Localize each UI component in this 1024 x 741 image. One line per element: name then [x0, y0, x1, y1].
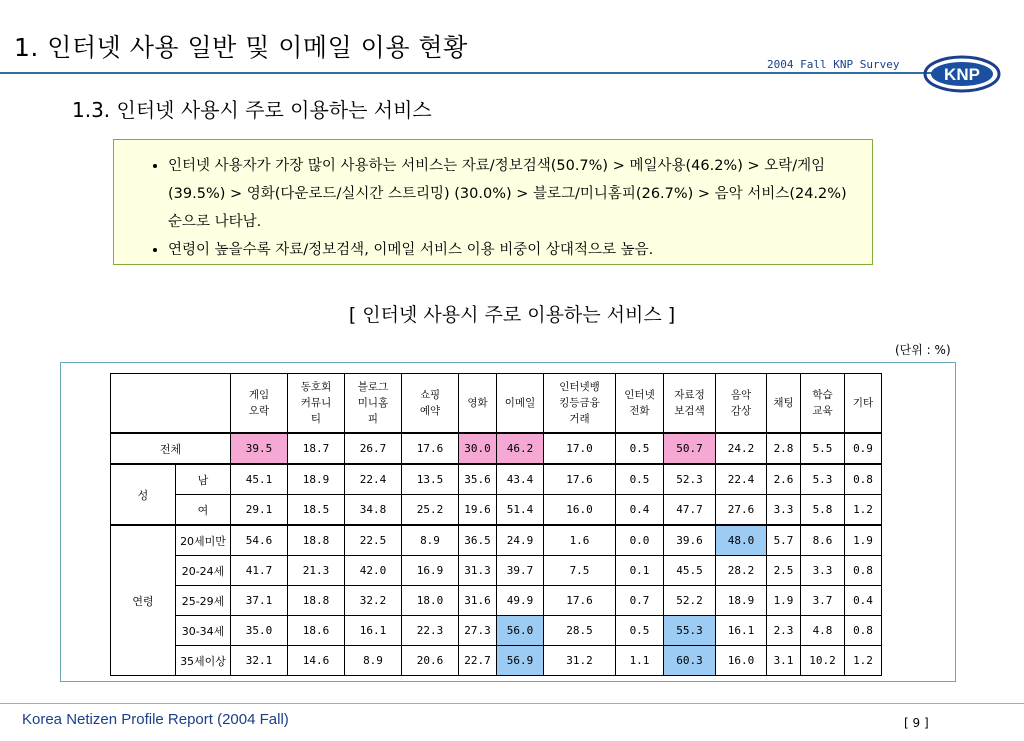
column-header: 자료정 보검색 — [664, 374, 716, 434]
table-cell: 3.3 — [801, 556, 845, 586]
row-label: 20-24세 — [176, 556, 231, 586]
table-cell: 18.9 — [288, 464, 345, 495]
table-cell: 5.3 — [801, 464, 845, 495]
table-cell: 2.5 — [767, 556, 801, 586]
table-cell: 22.3 — [402, 616, 459, 646]
row-label: 25-29세 — [176, 586, 231, 616]
table-cell: 28.2 — [716, 556, 767, 586]
footer-report-name: Korea Netizen Profile Report (2004 Fall) — [22, 711, 289, 728]
column-header: 채팅 — [767, 374, 801, 434]
table-cell: 28.5 — [544, 616, 616, 646]
table-cell: 45.1 — [231, 464, 288, 495]
table-cell: 31.6 — [459, 586, 497, 616]
table-cell: 19.6 — [459, 495, 497, 526]
table-cell: 36.5 — [459, 525, 497, 556]
table-cell: 56.9 — [497, 646, 544, 676]
table-cell: 16.0 — [544, 495, 616, 526]
table-cell: 10.2 — [801, 646, 845, 676]
table-title: [ 인터넷 사용시 주로 이용하는 서비스 ] — [348, 304, 676, 326]
column-header: 영화 — [459, 374, 497, 434]
table-row-gender — [111, 464, 882, 495]
table-cell: 16.1 — [345, 616, 402, 646]
table-cell: 14.6 — [288, 646, 345, 676]
table-cell: 32.2 — [345, 586, 402, 616]
table-cell: 22.4 — [716, 464, 767, 495]
row-label: 35세이상 — [176, 646, 231, 676]
column-header: 쇼핑 예약 — [402, 374, 459, 434]
table-cell: 16.9 — [402, 556, 459, 586]
table-cell: 34.8 — [345, 495, 402, 526]
table-cell: 56.0 — [497, 616, 544, 646]
table-cell: 43.4 — [497, 464, 544, 495]
table-cell: 2.8 — [767, 433, 801, 464]
table-cell: 1.2 — [845, 495, 882, 526]
table-cell: 35.6 — [459, 464, 497, 495]
table-cell: 39.5 — [231, 433, 288, 464]
table-cell: 49.9 — [497, 586, 544, 616]
row-label: 남 — [176, 464, 231, 495]
table-cell: 0.4 — [845, 586, 882, 616]
table-cell: 29.1 — [231, 495, 288, 526]
column-header: 블로그 미니홈 피 — [345, 374, 402, 434]
column-header: 음악 감상 — [716, 374, 767, 434]
table-cell: 27.3 — [459, 616, 497, 646]
table-cell: 16.0 — [716, 646, 767, 676]
table-cell: 21.3 — [288, 556, 345, 586]
header-corner-cell — [111, 374, 231, 434]
table-cell: 8.6 — [801, 525, 845, 556]
row-label-total: 전체 — [111, 433, 231, 464]
table-cell: 0.8 — [845, 464, 882, 495]
table-cell: 13.5 — [402, 464, 459, 495]
table-cell: 0.7 — [616, 586, 664, 616]
table-cell: 0.4 — [616, 495, 664, 526]
table-row-age — [111, 616, 882, 646]
column-header: 인터넷 전화 — [616, 374, 664, 434]
page-title: 1. 인터넷 사용 일반 및 이메일 이용 현황 — [14, 33, 468, 62]
table-cell: 17.6 — [402, 433, 459, 464]
table-cell: 0.5 — [616, 464, 664, 495]
table-cell: 42.0 — [345, 556, 402, 586]
table-cell: 22.5 — [345, 525, 402, 556]
table-cell: 7.5 — [544, 556, 616, 586]
unit-label: (단위 : %) — [895, 343, 951, 357]
group-label-gender: 성 — [111, 464, 176, 525]
section-title: 1.3. 인터넷 사용시 주로 이용하는 서비스 — [72, 98, 432, 122]
table-cell: 45.5 — [664, 556, 716, 586]
table-cell: 0.8 — [845, 556, 882, 586]
table-cell: 35.0 — [231, 616, 288, 646]
table-cell: 24.2 — [716, 433, 767, 464]
table-cell: 0.8 — [845, 616, 882, 646]
table-cell: 0.0 — [616, 525, 664, 556]
table-cell: 0.5 — [616, 616, 664, 646]
table-cell: 48.0 — [716, 525, 767, 556]
table-cell: 20.6 — [402, 646, 459, 676]
table-row-age — [111, 646, 882, 676]
table-cell: 18.0 — [402, 586, 459, 616]
table-cell: 27.6 — [716, 495, 767, 526]
table-cell: 3.7 — [801, 586, 845, 616]
row-label: 30-34세 — [176, 616, 231, 646]
services-table — [110, 373, 882, 676]
table-cell: 1.1 — [616, 646, 664, 676]
table-cell: 18.5 — [288, 495, 345, 526]
table-cell: 1.2 — [845, 646, 882, 676]
table-cell: 0.5 — [616, 433, 664, 464]
summary-box — [113, 139, 873, 265]
table-cell: 47.7 — [664, 495, 716, 526]
table-cell: 17.6 — [544, 586, 616, 616]
table-cell: 0.9 — [845, 433, 882, 464]
table-cell: 2.3 — [767, 616, 801, 646]
column-header: 게임 오락 — [231, 374, 288, 434]
table-cell: 52.2 — [664, 586, 716, 616]
table-cell: 50.7 — [664, 433, 716, 464]
table-row-total — [111, 433, 882, 464]
table-cell: 17.6 — [544, 464, 616, 495]
table-cell: 5.7 — [767, 525, 801, 556]
table-cell: 5.8 — [801, 495, 845, 526]
table-cell: 18.6 — [288, 616, 345, 646]
table-cell: 39.6 — [664, 525, 716, 556]
table-cell: 4.8 — [801, 616, 845, 646]
table-cell: 37.1 — [231, 586, 288, 616]
table-cell: 41.7 — [231, 556, 288, 586]
table-cell: 52.3 — [664, 464, 716, 495]
table-row-gender — [111, 495, 882, 526]
table-cell: 1.6 — [544, 525, 616, 556]
table-cell: 18.8 — [288, 586, 345, 616]
table-row-age — [111, 525, 882, 556]
table-cell: 22.7 — [459, 646, 497, 676]
table-cell: 8.9 — [402, 525, 459, 556]
table-cell: 24.9 — [497, 525, 544, 556]
table-cell: 32.1 — [231, 646, 288, 676]
table-cell: 1.9 — [845, 525, 882, 556]
table-cell: 8.9 — [345, 646, 402, 676]
logo-text: KNP — [944, 65, 980, 84]
table-cell: 39.7 — [497, 556, 544, 586]
summary-bullet: • 연령이 높을수록 자료/정보검색, 이메일 서비스 이용 비중이 상대적으로 높음. — [168, 236, 858, 264]
table-cell: 54.6 — [231, 525, 288, 556]
table-cell: 30.0 — [459, 433, 497, 464]
column-header: 이메일 — [497, 374, 544, 434]
title-divider — [0, 72, 960, 74]
table-cell: 25.2 — [402, 495, 459, 526]
row-label: 20세미만 — [176, 525, 231, 556]
table-row-age — [111, 556, 882, 586]
table-row-age — [111, 586, 882, 616]
table-cell: 3.3 — [767, 495, 801, 526]
column-header: 기타 — [845, 374, 882, 434]
table-cell: 22.4 — [345, 464, 402, 495]
table-cell: 18.9 — [716, 586, 767, 616]
table-cell: 31.2 — [544, 646, 616, 676]
knp-logo — [923, 54, 1001, 94]
table-cell: 0.1 — [616, 556, 664, 586]
table-cell: 26.7 — [345, 433, 402, 464]
column-header: 인터넷뱅 킹등금융 거래 — [544, 374, 616, 434]
row-label: 여 — [176, 495, 231, 526]
group-label-age: 연령 — [111, 525, 176, 676]
table-cell: 18.8 — [288, 525, 345, 556]
table-header-row — [111, 374, 882, 434]
table-cell: 1.9 — [767, 586, 801, 616]
footer-divider — [0, 703, 1024, 704]
table-cell: 2.6 — [767, 464, 801, 495]
table-cell: 17.0 — [544, 433, 616, 464]
table-cell: 60.3 — [664, 646, 716, 676]
survey-label: 2004 Fall KNP Survey — [767, 58, 900, 71]
table-cell: 16.1 — [716, 616, 767, 646]
table-cell: 31.3 — [459, 556, 497, 586]
table-cell: 55.3 — [664, 616, 716, 646]
table-cell: 5.5 — [801, 433, 845, 464]
table-cell: 18.7 — [288, 433, 345, 464]
page-number: [ 9 ] — [904, 716, 929, 730]
summary-bullet: • 인터넷 사용자가 가장 많이 사용하는 서비스는 자료/정보검색(50.7%) > 메일사용(46.2%) > 오락/게임(39.5%) > 영화(다운로드/실시간 스트리밍) (30.0%) > 블로그/미니홈피(26.7%) > 음악 서비스(24.2%) 순으로 나타남. — [168, 152, 858, 236]
column-header: 동호회 커뮤니 티 — [288, 374, 345, 434]
column-header: 학습 교육 — [801, 374, 845, 434]
table-cell: 3.1 — [767, 646, 801, 676]
table-cell: 46.2 — [497, 433, 544, 464]
table-cell: 51.4 — [497, 495, 544, 526]
